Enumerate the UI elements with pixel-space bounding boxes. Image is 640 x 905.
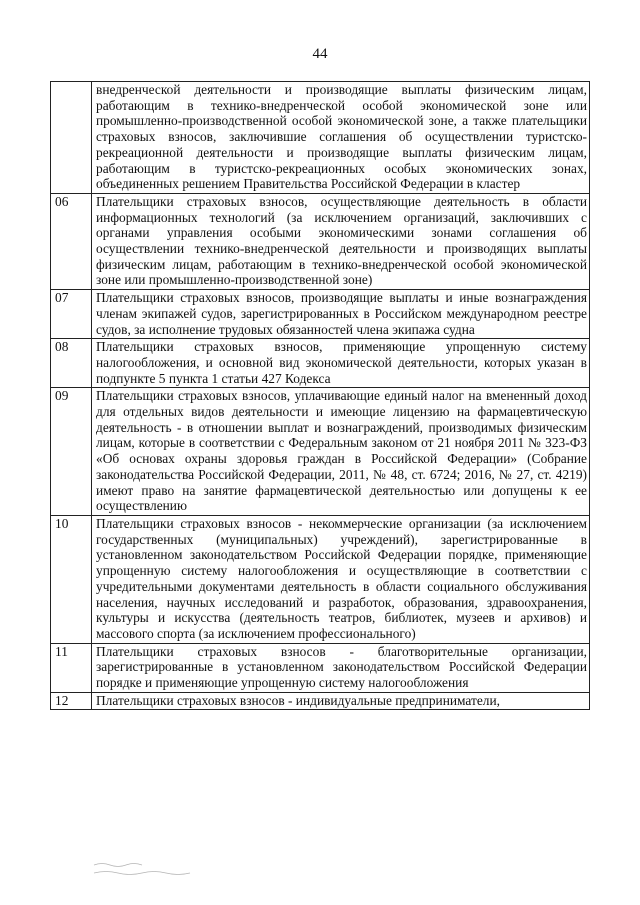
code-cell: 11: [51, 643, 92, 692]
code-cell: 09: [51, 388, 92, 516]
description-cell: Плательщики страховых взносов - индивидуальные предприниматели,: [92, 692, 590, 710]
description-cell: Плательщики страховых взносов, применяющие упрощенную систему налогообложения, и основной вид экономической деятельности, которых указан в подпункте 5 пункта 1 статьи 427 Кодекса: [92, 339, 590, 388]
code-cell: 07: [51, 290, 92, 339]
scan-stamp-mark: [92, 860, 202, 878]
code-cell: 08: [51, 339, 92, 388]
description-cell: Плательщики страховых взносов, производящие выплаты и иные вознаграждения членам экипажей судов, зарегистрированных в Российском международном реестре судов, за исполнение трудовых обязанностей члена экипажа судна: [92, 290, 590, 339]
description-cell: Плательщики страховых взносов, уплачивающие единый налог на вмененный доход для отдельных видов деятельности и имеющие лицензию на фармацевтическую деятельность - в отношении выплат и вознаграждений, производимых физическим лицам, которые в соответствии с Федеральным законом от 21 ноября 2011 № 323-ФЗ «Об основах охраны здоровья граждан в Российской Федерации» (Собрание законодательства Российской Федерации, 2011, № 48, ст. 6724; 2016, № 27, ст. 4219) имеют право на занятие фармацевтической деятельностью или допущены к ее осуществлению: [92, 388, 590, 516]
code-cell: 12: [51, 692, 92, 710]
table-row: [51, 643, 590, 692]
description-cell: Плательщики страховых взносов - некоммерческие организации (за исключением государственных (муниципальных) учреждений), зарегистрированные в установленном законодательством Российской Федерации порядке, применяющие упрощенную систему налогообложения и осуществляющие в соответствии с учредительными документами деятельность в области социального обслуживания населения, научных исследований и разработок, образования, здравоохранения, культуры и искусства (деятельность театров, библиотек, музеев и архивов) и массового спорта (за исключением профессионального): [92, 515, 590, 643]
table-row: [51, 388, 590, 516]
table-row: [51, 193, 590, 289]
table-row: [51, 515, 590, 643]
faint-scan-stamp: [92, 860, 202, 881]
table-row: [51, 692, 590, 710]
code-cell: 06: [51, 193, 92, 289]
table-row: [51, 82, 590, 194]
code-cell: [51, 82, 92, 194]
code-cell: 10: [51, 515, 92, 643]
description-cell: Плательщики страховых взносов, осуществляющие деятельность в области информационных технологий (за исключением организаций, заключивших с органами управления особыми экономическими зонами соглашения об осуществлении технико-внедренческой деятельности и производящих выплаты физическим лицам, работающим в технико-внедренческой особой экономической зоне или промышленно-производственной зоне): [92, 193, 590, 289]
payer-code-table: [50, 81, 590, 710]
table-row: [51, 339, 590, 388]
page-number: 44: [312, 46, 328, 62]
table-row: [51, 290, 590, 339]
description-cell: внедренческой деятельности и производящие выплаты физическим лицам, работающим в технико-внедренческой особой экономической зоне или промышленно-производственной особой экономической зоне, а также плательщики страховых взносов, заключившие соглашения об осуществлении туристско-рекреационной деятельности и производящие выплаты физическим лицам, работающим в туристско-рекреационных особых экономических зонах, объединенных решением Правительства Российской Федерации в кластер: [92, 82, 590, 194]
description-cell: Плательщики страховых взносов - благотворительные организации, зарегистрированные в установленном законодательством Российской Федерации порядке и применяющие упрощенную систему налогообложения: [92, 643, 590, 692]
